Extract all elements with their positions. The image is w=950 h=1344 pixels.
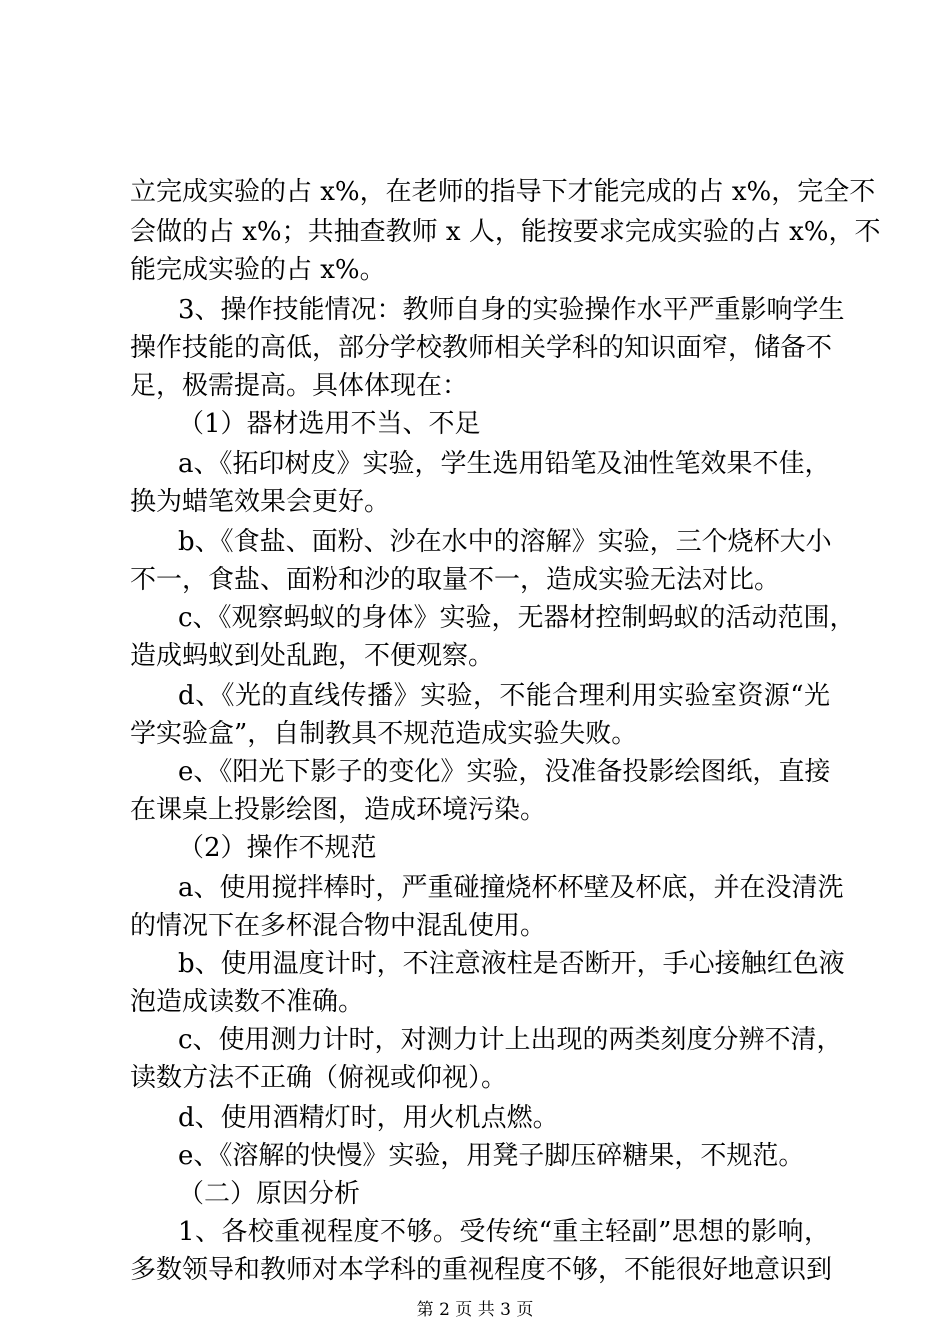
text-line: 不一，食盐、面粉和沙的取量不一，造成实验无法对比。 [130, 565, 781, 595]
text-line: e、《阳光下影子的变化》实验，没准备投影绘图纸，直接 [178, 757, 831, 787]
section-heading: （二）原因分析 [178, 1179, 361, 1209]
section-heading: （1）器材选用不当、不足 [178, 409, 481, 439]
section-heading: （2）操作不规范 [178, 833, 377, 863]
text-line: a、使用搅拌棒时，严重碰撞烧杯杯壁及杯底，并在没清洗 [178, 873, 844, 903]
text-line: a、《拓印树皮》实验，学生选用铅笔及油性笔效果不佳， [178, 449, 831, 479]
text-line: 能完成实验的占 x%。 [130, 255, 386, 285]
text-line: 3、操作技能情况：教师自身的实验操作水平严重影响学生 [178, 295, 845, 325]
text-line: 的情况下在多杯混合物中混乱使用。 [130, 911, 547, 941]
text-line: d、《光的直线传播》实验，不能合理利用实验室资源“光 [178, 681, 830, 711]
text-line: b、《食盐、面粉、沙在水中的溶解》实验，三个烧杯大小 [178, 527, 832, 557]
text-line: 学实验盒”，自制教具不规范造成实验失败。 [130, 719, 638, 749]
text-line: 泡造成读数不准确。 [130, 987, 365, 1017]
text-line: e、《溶解的快慢》实验，用凳子脚压碎糖果，不规范。 [178, 1141, 805, 1171]
text-line: 1、各校重视程度不够。受传统“重主轻副”思想的影响， [178, 1217, 830, 1247]
text-line: 操作技能的高低，部分学校教师相关学科的知识面窄，储备不 [130, 333, 833, 363]
text-line: 多数领导和教师对本学科的重视程度不够，不能很好地意识到 [130, 1255, 833, 1285]
text-line: b、使用温度计时，不注意液柱是否断开，手心接触红色液 [178, 949, 845, 979]
text-line: 足，极需提高。具体体现在： [130, 371, 469, 401]
page-number-footer: 第 2 页 共 3 页 [416, 1300, 534, 1320]
text-line: c、使用测力计时，对测力计上出现的两类刻度分辨不清， [178, 1025, 843, 1055]
text-line: 在课桌上投影绘图，造成环境污染。 [130, 795, 547, 825]
text-line: 会做的占 x%；共抽查教师 x 人，能按要求完成实验的占 x%，不 [130, 217, 881, 247]
text-line: 造成蚂蚁到处乱跑，不便观察。 [130, 641, 495, 671]
text-line: d、使用酒精灯时，用火机点燃。 [178, 1103, 559, 1133]
text-line: 立完成实验的占 x%，在老师的指导下才能完成的占 x%，完全不 [130, 177, 876, 207]
text-line: 换为蜡笔效果会更好。 [130, 487, 391, 517]
text-line: c、《观察蚂蚁的身体》实验，无器材控制蚂蚁的活动范围， [178, 603, 856, 633]
text-line: 读数方法不正确（俯视或仰视）。 [130, 1063, 508, 1093]
